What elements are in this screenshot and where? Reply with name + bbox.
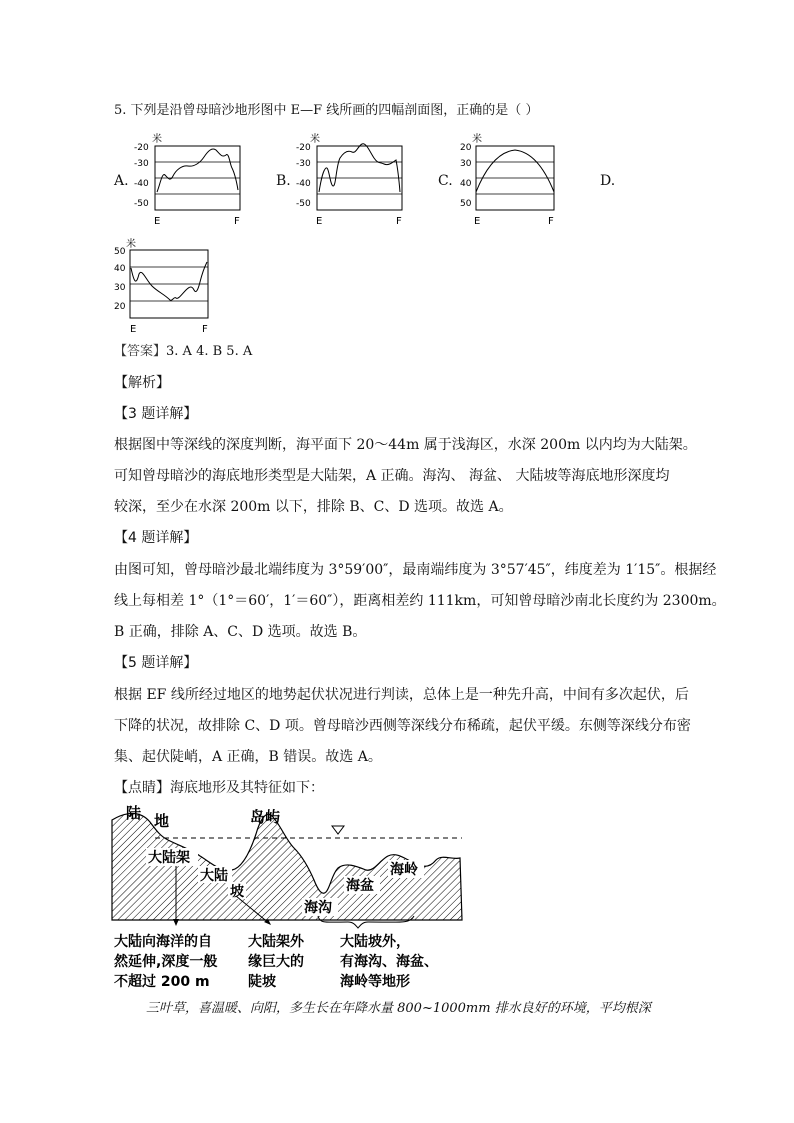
tick-label: 40: [114, 264, 126, 274]
tip-text: 海底地形及其特征如下：: [170, 780, 324, 796]
tick-label: 40: [460, 179, 472, 189]
tick-label: 20: [460, 143, 472, 153]
section-heading: 【5 题详解】: [114, 655, 198, 671]
tick-label: -40: [296, 179, 311, 189]
section-text-line: B 正确，排除 A、C、D 选项。故选 B。: [114, 624, 367, 640]
end-f: F: [548, 216, 554, 227]
section-text-line: 下降的状况，故排除 C、D 项。曾母暗沙西侧等深线分布稀疏，起伏平缓。东侧等深线分布密: [114, 718, 691, 734]
water-level-symbol: [332, 826, 344, 834]
end-e: E: [316, 216, 323, 227]
section-text-line: 较深，至少在水深 200m 以下，排除 B、C、D 选项。故选 A。: [114, 499, 513, 515]
end-f: F: [234, 216, 240, 227]
unit-label: 米: [310, 134, 320, 145]
end-e: E: [130, 324, 137, 335]
seafloor-terrain-figure: [110, 800, 470, 995]
caption-deep: 海岭等地形: [340, 974, 410, 990]
caption-shelf: 不超过 200 m: [114, 974, 210, 990]
analysis-tag: 【解析】: [114, 375, 170, 391]
tick-label: 30: [460, 159, 472, 169]
slope-label: 大陆: [200, 868, 228, 884]
answer-text: 3. A 4. B 5. A: [166, 344, 253, 359]
tick-label: 50: [460, 199, 472, 209]
trench-label: 海沟: [304, 900, 332, 916]
caption-slope: 陡坡: [248, 974, 276, 990]
tick-label: 50: [114, 247, 126, 257]
shelf-label: 大陆架: [148, 850, 190, 866]
answer-tag: 【答案】: [114, 344, 167, 359]
end-e: E: [474, 216, 481, 227]
option-b-label: B.: [276, 173, 291, 189]
section-text-line: 集、起伏陡峭，A 正确，B 错误。故选 A。: [114, 749, 382, 765]
tick-label: -30: [134, 159, 149, 169]
ridge-label: 海岭: [390, 862, 418, 878]
section-text-line: 根据 EF 线所经过地区的地势起伏状况进行判读，总体上是一种先升高，中间有多次起伏，后: [114, 687, 689, 703]
end-f: F: [396, 216, 402, 227]
land-label-2: 地: [154, 812, 170, 830]
section-text-line: 线上每相差 1°（1°＝60′，1′＝60″），距离相差约 111km，可知曾母暗沙南北长度约为 2300m。: [114, 593, 726, 609]
caption-deep: 大陆坡外，: [340, 934, 410, 950]
land-label: 陆: [126, 804, 142, 822]
unit-label: 米: [152, 134, 162, 145]
section-heading: 【3 题详解】: [114, 406, 198, 422]
caption-deep: 有海沟、海盆、: [340, 954, 438, 970]
caption-shelf: 然延伸,深度一般: [114, 954, 218, 970]
tick-label: 30: [114, 283, 126, 293]
section-text-line: 由图可知，曾母暗沙最北端纬度为 3°59′00″，最南端纬度为 3°57′45″，纬度差为 1′15″。根据经: [114, 562, 717, 578]
tick-label: -30: [296, 159, 311, 169]
island-label: 岛屿: [250, 808, 281, 826]
unit-label: 米: [472, 134, 482, 145]
basin-label: 海盆: [346, 878, 374, 894]
option-c-label: C.: [438, 173, 453, 189]
section-text-line: 根据图中等深线的深度判断，海平面下 20～44m 属于浅海区，水深 200m 以内均为大陆架。: [114, 437, 697, 453]
unit-label: 米: [126, 239, 136, 250]
tick-label: -40: [134, 179, 149, 189]
footer-text: 三叶草，喜温暖、向阳，多生长在年降水量 800~1000mm 排水良好的环境，平均根深: [146, 1001, 651, 1016]
tick-label: 20: [114, 302, 126, 312]
caption-shelf: 大陆向海洋的自: [114, 934, 212, 950]
profile-chart-a: [130, 130, 250, 230]
profile-chart-b: [292, 130, 412, 230]
section-text-line: 可知曾母暗沙的海底地形类型是大陆架，A 正确。海沟、 海盆、 大陆坡等海底地形深度均: [114, 468, 670, 484]
profile-chart-d: [112, 238, 232, 338]
profile-chart-c: [454, 130, 574, 230]
tick-label: -50: [134, 199, 149, 209]
answer-line: [114, 343, 252, 361]
end-e: E: [154, 216, 161, 227]
slope-label-2: 坡: [230, 884, 244, 900]
question-stem: 5. 下列是沿曾母暗沙地形图中 E—F 线所画的四幅剖面图，正确的是（ ）: [114, 103, 539, 118]
tick-label: -50: [296, 199, 311, 209]
tick-label: -20: [296, 143, 311, 153]
tip-line: [114, 779, 324, 797]
section-heading: 【4 题详解】: [114, 530, 198, 546]
caption-slope: 缘巨大的: [248, 954, 304, 970]
end-f: F: [202, 324, 208, 335]
option-d-label: D.: [600, 173, 616, 189]
tip-tag: 【点睛】: [114, 780, 170, 796]
option-a-label: A.: [114, 173, 129, 189]
tick-label: -20: [134, 143, 149, 153]
caption-slope: 大陆架外: [248, 934, 304, 950]
